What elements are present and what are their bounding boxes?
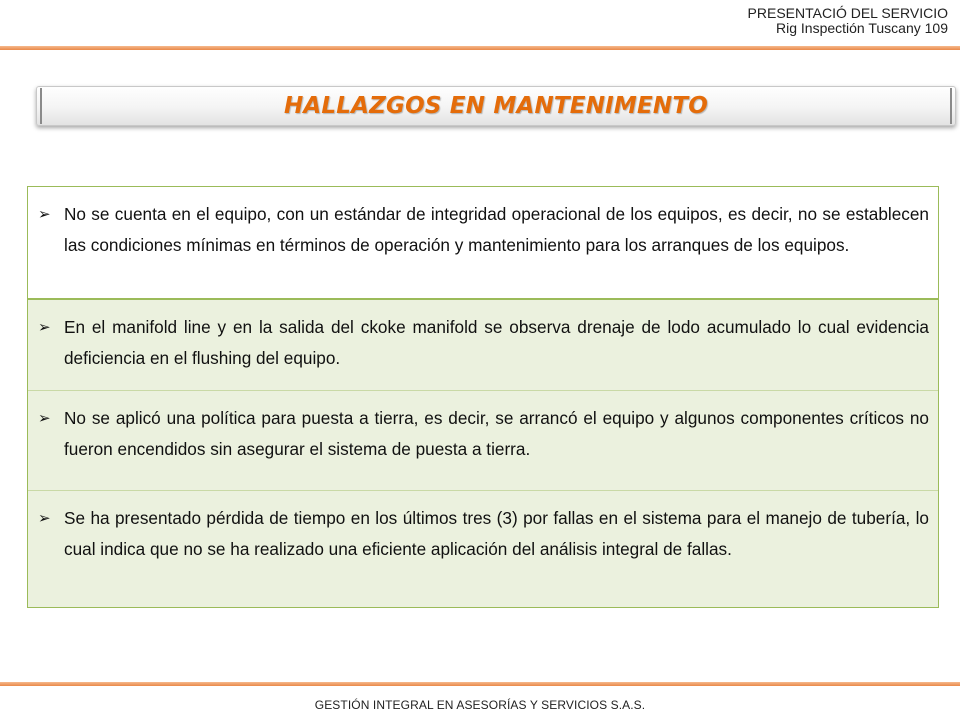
arrowhead-bullet-icon: ➢ <box>38 510 51 527</box>
header-service-label: PRESENTACIÓ DEL SERVICIO <box>747 5 948 21</box>
finding-text: En el manifold line y en la salida del ckoke manifold se observa drenaje de lodo acumulado lo cual evidencia deficiencia en el flushing del equipo. <box>64 317 929 368</box>
arrowhead-bullet-icon: ➢ <box>38 206 51 223</box>
finding-text: Se ha presentado pérdida de tiempo en los últimos tres (3) por fallas en el sistema para el manejo de tubería, lo cual indica que no se ha realizado una eficiente aplicación del análisis integral de fallas. <box>64 508 929 559</box>
footer-divider <box>0 682 960 686</box>
finding-row <box>28 187 938 300</box>
finding-row <box>28 490 938 607</box>
finding-row <box>28 390 938 490</box>
finding-text: No se aplicó una política para puesta a tierra, es decir, se arrancó el equipo y algunos componentes críticos no fueron encendidos sin asegurar el sistema de puesta a tierra. <box>64 408 929 459</box>
page-title: HALLAZGOS EN MANTENIMENTO <box>283 93 709 119</box>
header-info <box>748 6 948 36</box>
footer-company: GESTIÓN INTEGRAL EN ASESORÍAS Y SERVICIOS S.A.S. <box>314 698 646 712</box>
header-divider <box>0 46 960 50</box>
finding-row <box>28 300 938 390</box>
header-rig-label: Rig Inspectión Tuscany 109 <box>776 20 948 36</box>
finding-text: No se cuenta en el equipo, con un estándar de integridad operacional de los equipos, es decir, no se establecen las condiciones mínimas en términos de operación y mantenimiento para los arranques de los equipos. <box>64 204 929 255</box>
findings-table <box>27 186 939 608</box>
title-banner <box>36 86 956 126</box>
arrowhead-bullet-icon: ➢ <box>38 319 51 336</box>
arrowhead-bullet-icon: ➢ <box>38 410 51 427</box>
